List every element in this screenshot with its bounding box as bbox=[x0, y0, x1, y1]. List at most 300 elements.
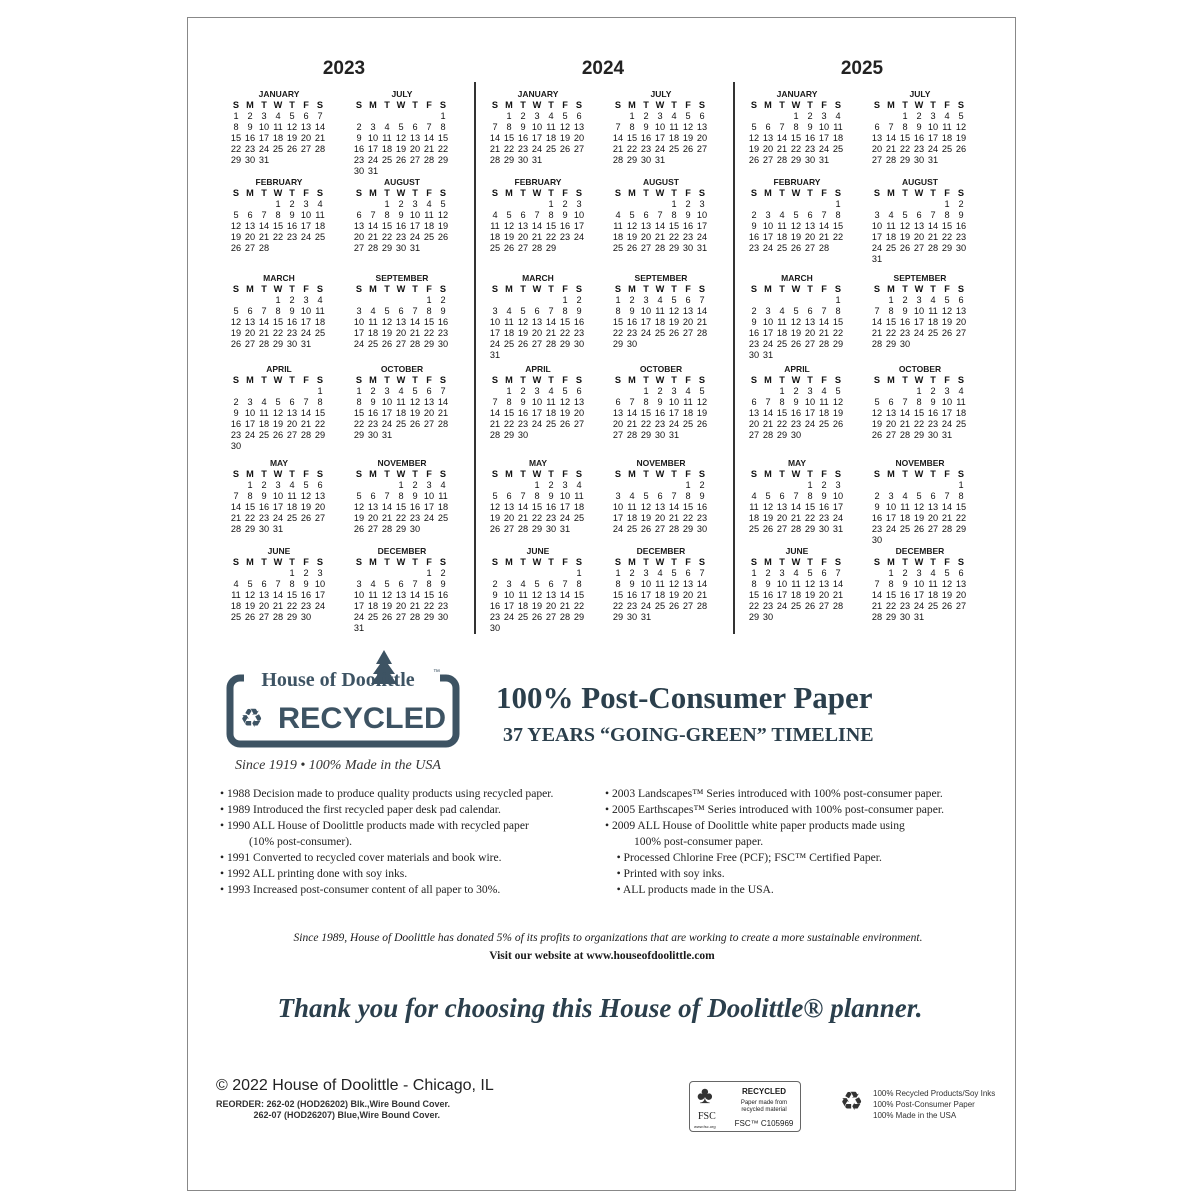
day-number: 12 bbox=[955, 122, 967, 132]
day-number: 30 bbox=[955, 243, 967, 253]
empty-cell bbox=[394, 295, 408, 306]
day-number: 25 bbox=[423, 232, 435, 242]
timeline-entry: (10% post-consumer). bbox=[220, 835, 353, 848]
day-number: 31 bbox=[668, 430, 680, 440]
day-number: 20 bbox=[927, 513, 939, 523]
day-number: 17 bbox=[367, 144, 379, 154]
weekday-label: T bbox=[779, 557, 785, 567]
empty-cell bbox=[516, 295, 530, 306]
day-number: 27 bbox=[927, 524, 939, 534]
weekday-label: T bbox=[643, 188, 649, 198]
day-number: 23 bbox=[804, 144, 816, 154]
day-number: 8 bbox=[562, 306, 568, 316]
day-number: 20 bbox=[955, 590, 967, 600]
day-number: 13 bbox=[955, 306, 967, 316]
day-number: 12 bbox=[517, 317, 529, 327]
day-number: 21 bbox=[885, 144, 897, 154]
empty-cell bbox=[488, 295, 502, 306]
weekday-label: M bbox=[246, 100, 254, 110]
day-number: 15 bbox=[832, 317, 844, 327]
day-number: 7 bbox=[492, 397, 498, 407]
day-number: 8 bbox=[916, 397, 922, 407]
day-number: 1 bbox=[793, 111, 799, 121]
day-number: 2 bbox=[356, 122, 362, 132]
day-number: 14 bbox=[272, 590, 284, 600]
weekday-label: M bbox=[764, 284, 772, 294]
day-number: 26 bbox=[871, 430, 883, 440]
day-number: 6 bbox=[398, 306, 404, 316]
day-number: 10 bbox=[531, 122, 543, 132]
day-number: 27 bbox=[640, 243, 652, 253]
day-number: 4 bbox=[821, 386, 827, 396]
day-number: 25 bbox=[941, 144, 953, 154]
day-number: 31 bbox=[654, 155, 666, 165]
timeline-entry: • 1993 Increased post-consumer content of all paper to 30%. bbox=[220, 883, 501, 896]
day-number: 28 bbox=[423, 155, 435, 165]
weekday-label: T bbox=[520, 284, 526, 294]
day-number: 19 bbox=[941, 590, 953, 600]
month-january bbox=[229, 89, 329, 166]
day-number: 4 bbox=[576, 480, 582, 490]
day-number: 12 bbox=[503, 221, 515, 231]
weekday-label: S bbox=[834, 100, 842, 110]
day-number: 17 bbox=[654, 133, 666, 143]
day-number: 27 bbox=[748, 430, 760, 440]
day-number: 9 bbox=[303, 579, 309, 589]
weekday-label: M bbox=[764, 188, 772, 198]
day-number: 24 bbox=[573, 232, 585, 242]
empty-cell bbox=[625, 199, 639, 210]
day-number: 20 bbox=[885, 419, 897, 429]
day-number: 29 bbox=[776, 430, 788, 440]
day-number: 4 bbox=[657, 295, 663, 305]
month-november bbox=[870, 458, 970, 546]
day-number: 5 bbox=[520, 306, 526, 316]
day-number: 10 bbox=[559, 491, 571, 501]
day-number: 24 bbox=[871, 243, 883, 253]
day-number: 9 bbox=[958, 210, 964, 220]
day-number: 17 bbox=[353, 601, 365, 611]
weekday-label: T bbox=[520, 375, 526, 385]
day-number: 26 bbox=[899, 243, 911, 253]
month-name: MARCH bbox=[522, 273, 554, 283]
day-number: 5 bbox=[289, 111, 295, 121]
empty-cell bbox=[408, 568, 422, 579]
day-number: 5 bbox=[874, 397, 880, 407]
day-number: 1 bbox=[835, 199, 841, 209]
day-number: 15 bbox=[885, 317, 897, 327]
weekday-label: M bbox=[887, 557, 895, 567]
day-number: 13 bbox=[573, 397, 585, 407]
day-number: 30 bbox=[899, 339, 911, 349]
month-name: MAY bbox=[269, 458, 289, 468]
weekday-label: T bbox=[520, 469, 526, 479]
empty-cell bbox=[229, 386, 243, 397]
day-number: 11 bbox=[627, 502, 637, 512]
day-number: 29 bbox=[682, 524, 694, 534]
day-number: 12 bbox=[790, 221, 802, 231]
day-number: 5 bbox=[671, 568, 677, 578]
reorder-info: REORDER: 262-02 (HOD26202) Blk.,Wire Bound Cover. 262-07 (HOD26207) Blue,Wire Bound Cover. bbox=[216, 1099, 450, 1120]
day-number: 27 bbox=[682, 328, 694, 338]
day-number: 24 bbox=[423, 513, 435, 523]
day-number: 5 bbox=[643, 491, 649, 501]
weekday-label: T bbox=[902, 557, 908, 567]
weekday-label: W bbox=[273, 188, 283, 198]
day-number: 8 bbox=[534, 491, 540, 501]
day-number: 5 bbox=[275, 397, 281, 407]
day-number: 22 bbox=[503, 419, 515, 429]
weekday-label: S bbox=[439, 284, 447, 294]
day-number: 12 bbox=[804, 579, 816, 589]
day-number: 3 bbox=[615, 491, 621, 501]
day-number: 31 bbox=[640, 612, 652, 622]
day-number: 5 bbox=[835, 386, 841, 396]
weekday-label: W bbox=[532, 100, 542, 110]
day-number: 21 bbox=[258, 328, 270, 338]
day-number: 19 bbox=[230, 232, 242, 242]
day-number: 12 bbox=[286, 122, 298, 132]
day-number: 15 bbox=[286, 590, 298, 600]
year-title: 2025 bbox=[840, 58, 884, 79]
day-number: 17 bbox=[612, 513, 624, 523]
weekday-label: M bbox=[369, 557, 377, 567]
empty-cell bbox=[502, 295, 516, 306]
day-number: 23 bbox=[517, 419, 529, 429]
day-number: 16 bbox=[367, 408, 379, 418]
day-number: 24 bbox=[832, 513, 844, 523]
day-number: 17 bbox=[573, 221, 585, 231]
weekday-label: W bbox=[273, 557, 283, 567]
empty-cell bbox=[625, 480, 639, 491]
day-number: 7 bbox=[793, 491, 799, 501]
month-june bbox=[229, 546, 329, 623]
weekday-label: T bbox=[671, 557, 677, 567]
fsc-code: FSC™ C105969 bbox=[734, 1119, 794, 1128]
weekday-label: S bbox=[750, 100, 758, 110]
empty-cell bbox=[611, 386, 625, 397]
month-name: SEPTEMBER bbox=[893, 273, 947, 283]
day-number: 11 bbox=[396, 397, 406, 407]
logo-trademark: ™ bbox=[433, 669, 440, 676]
empty-cell bbox=[229, 568, 243, 579]
weekday-label: M bbox=[764, 469, 772, 479]
empty-cell bbox=[775, 480, 789, 491]
weekday-label: T bbox=[779, 284, 785, 294]
day-number: 9 bbox=[398, 210, 404, 220]
day-number: 8 bbox=[888, 579, 894, 589]
day-number: 15 bbox=[314, 408, 326, 418]
day-number: 30 bbox=[545, 524, 557, 534]
day-number: 7 bbox=[233, 491, 239, 501]
day-number: 27 bbox=[244, 339, 256, 349]
day-number: 28 bbox=[626, 430, 638, 440]
day-number: 2 bbox=[821, 480, 827, 490]
weekday-label: T bbox=[412, 100, 418, 110]
empty-cell bbox=[229, 199, 243, 210]
day-number: 4 bbox=[835, 111, 841, 121]
month-name: MAY bbox=[787, 458, 807, 468]
day-number: 27 bbox=[367, 524, 379, 534]
weekday-label: W bbox=[396, 469, 406, 479]
weekday-label: S bbox=[575, 469, 583, 479]
weekday-label: S bbox=[575, 557, 583, 567]
timeline-entry: • 1991 Converted to recycled cover materials and book wire. bbox=[220, 851, 502, 864]
day-number: 2 bbox=[261, 480, 267, 490]
day-number: 10 bbox=[762, 221, 774, 231]
day-number: 9 bbox=[629, 306, 635, 316]
day-number: 1 bbox=[247, 480, 253, 490]
fsc-recycled-label bbox=[689, 1081, 801, 1132]
day-number: 4 bbox=[398, 386, 404, 396]
weekday-label: M bbox=[369, 100, 377, 110]
day-number: 15 bbox=[913, 408, 925, 418]
weekday-label: T bbox=[548, 188, 554, 198]
month-name: OCTOBER bbox=[898, 364, 942, 374]
day-number: 12 bbox=[381, 590, 393, 600]
day-number: 20 bbox=[818, 590, 830, 600]
weekday-label: S bbox=[614, 375, 622, 385]
day-number: 13 bbox=[286, 408, 298, 418]
day-number: 26 bbox=[230, 339, 242, 349]
day-number: 22 bbox=[626, 144, 638, 154]
day-number: 9 bbox=[699, 491, 705, 501]
day-number: 7 bbox=[412, 306, 418, 316]
day-number: 7 bbox=[821, 210, 827, 220]
day-number: 23 bbox=[395, 232, 407, 242]
day-number: 21 bbox=[531, 232, 543, 242]
day-number: 10 bbox=[503, 590, 515, 600]
weekday-label: T bbox=[520, 188, 526, 198]
thank-you-message: Thank you for choosing this House of Doolittle® planner. bbox=[277, 993, 923, 1023]
day-number: 6 bbox=[874, 122, 880, 132]
day-number: 7 bbox=[520, 491, 526, 501]
day-number: 1 bbox=[643, 386, 649, 396]
weekday-label: S bbox=[316, 188, 324, 198]
day-number: 10 bbox=[654, 122, 666, 132]
day-number: 12 bbox=[272, 408, 284, 418]
day-number: 9 bbox=[807, 122, 813, 132]
weekday-label: F bbox=[562, 188, 568, 198]
month-january bbox=[747, 89, 847, 166]
day-number: 12 bbox=[790, 317, 802, 327]
day-number: 10 bbox=[300, 210, 312, 220]
day-number: 18 bbox=[776, 328, 788, 338]
day-number: 16 bbox=[353, 144, 365, 154]
weekday-label: T bbox=[520, 557, 526, 567]
weekday-label: T bbox=[412, 284, 418, 294]
day-number: 7 bbox=[534, 210, 540, 220]
day-number: 27 bbox=[258, 612, 270, 622]
day-number: 13 bbox=[927, 502, 939, 512]
day-number: 9 bbox=[247, 122, 253, 132]
day-number: 2 bbox=[902, 568, 908, 578]
day-number: 29 bbox=[640, 430, 652, 440]
day-number: 20 bbox=[395, 601, 407, 611]
day-number: 24 bbox=[804, 419, 816, 429]
day-number: 27 bbox=[804, 339, 816, 349]
empty-cell bbox=[422, 111, 436, 122]
weekday-label: F bbox=[426, 557, 432, 567]
day-number: 9 bbox=[765, 579, 771, 589]
day-number: 30 bbox=[367, 430, 379, 440]
weekday-label: S bbox=[698, 375, 706, 385]
day-number: 6 bbox=[657, 491, 663, 501]
day-number: 18 bbox=[258, 419, 270, 429]
day-number: 28 bbox=[409, 339, 421, 349]
day-number: 31 bbox=[696, 243, 708, 253]
day-number: 25 bbox=[489, 243, 501, 253]
weekday-label: F bbox=[944, 188, 950, 198]
day-number: 16 bbox=[790, 408, 802, 418]
day-number: 11 bbox=[833, 122, 843, 132]
day-number: 6 bbox=[930, 491, 936, 501]
day-number: 16 bbox=[258, 502, 270, 512]
empty-cell bbox=[243, 295, 257, 306]
day-number: 18 bbox=[955, 408, 967, 418]
day-number: 9 bbox=[492, 590, 498, 600]
day-number: 30 bbox=[913, 155, 925, 165]
day-number: 1 bbox=[356, 386, 362, 396]
day-number: 26 bbox=[668, 601, 680, 611]
day-number: 14 bbox=[489, 133, 501, 143]
day-number: 8 bbox=[643, 397, 649, 407]
day-number: 24 bbox=[927, 144, 939, 154]
day-number: 9 bbox=[793, 397, 799, 407]
day-number: 26 bbox=[244, 612, 256, 622]
weekday-label: T bbox=[930, 284, 936, 294]
day-number: 17 bbox=[314, 590, 326, 600]
empty-cell bbox=[366, 295, 380, 306]
weekday-label: S bbox=[491, 469, 499, 479]
day-number: 14 bbox=[885, 133, 897, 143]
day-number: 6 bbox=[888, 397, 894, 407]
day-number: 21 bbox=[818, 232, 830, 242]
empty-cell bbox=[653, 480, 667, 491]
day-number: 3 bbox=[916, 568, 922, 578]
weekday-label: M bbox=[369, 375, 377, 385]
empty-cell bbox=[870, 480, 884, 491]
day-number: 27 bbox=[503, 524, 515, 534]
day-number: 23 bbox=[818, 513, 830, 523]
day-number: 5 bbox=[793, 210, 799, 220]
day-number: 11 bbox=[886, 221, 896, 231]
day-number: 26 bbox=[531, 612, 543, 622]
day-number: 6 bbox=[615, 397, 621, 407]
day-number: 17 bbox=[804, 408, 816, 418]
empty-cell bbox=[803, 199, 817, 210]
day-number: 14 bbox=[762, 408, 774, 418]
day-number: 2 bbox=[492, 579, 498, 589]
day-number: 11 bbox=[819, 397, 829, 407]
day-number: 23 bbox=[748, 243, 760, 253]
weekday-label: S bbox=[316, 284, 324, 294]
day-number: 2 bbox=[958, 199, 964, 209]
month-name: MARCH bbox=[263, 273, 295, 283]
day-number: 22 bbox=[804, 513, 816, 523]
day-number: 25 bbox=[314, 232, 326, 242]
empty-cell bbox=[817, 199, 831, 210]
day-number: 26 bbox=[517, 339, 529, 349]
day-number: 9 bbox=[440, 306, 446, 316]
day-number: 28 bbox=[300, 430, 312, 440]
weekday-label: F bbox=[821, 188, 827, 198]
day-number: 19 bbox=[353, 513, 365, 523]
day-number: 15 bbox=[395, 502, 407, 512]
day-number: 21 bbox=[832, 590, 844, 600]
empty-cell bbox=[747, 295, 761, 306]
day-number: 25 bbox=[437, 513, 449, 523]
day-number: 30 bbox=[818, 524, 830, 534]
day-number: 5 bbox=[384, 579, 390, 589]
empty-cell bbox=[898, 480, 912, 491]
month-name: FEBRUARY bbox=[773, 177, 821, 187]
weekday-label: W bbox=[273, 375, 283, 385]
day-number: 10 bbox=[258, 122, 270, 132]
weekday-label: S bbox=[750, 284, 758, 294]
day-number: 24 bbox=[314, 601, 326, 611]
weekday-label: F bbox=[685, 188, 691, 198]
day-number: 24 bbox=[244, 430, 256, 440]
day-number: 18 bbox=[748, 513, 760, 523]
day-number: 9 bbox=[643, 122, 649, 132]
day-number: 10 bbox=[668, 397, 680, 407]
day-number: 30 bbox=[696, 524, 708, 534]
empty-cell bbox=[516, 199, 530, 210]
day-number: 18 bbox=[437, 502, 449, 512]
day-number: 29 bbox=[899, 155, 911, 165]
day-number: 13 bbox=[395, 590, 407, 600]
weekday-label: F bbox=[685, 469, 691, 479]
day-number: 14 bbox=[696, 306, 708, 316]
empty-cell bbox=[761, 386, 775, 397]
day-number: 28 bbox=[762, 430, 774, 440]
day-number: 21 bbox=[776, 144, 788, 154]
day-number: 14 bbox=[818, 221, 830, 231]
recycled-claim: 100% Made in the USA bbox=[873, 1111, 957, 1120]
day-number: 16 bbox=[682, 221, 694, 231]
day-number: 19 bbox=[762, 513, 774, 523]
day-number: 6 bbox=[643, 210, 649, 220]
day-number: 26 bbox=[640, 524, 652, 534]
timeline-entry: 100% post-consumer paper. bbox=[605, 835, 764, 848]
day-number: 24 bbox=[353, 339, 365, 349]
day-number: 3 bbox=[643, 295, 649, 305]
weekday-label: S bbox=[439, 375, 447, 385]
day-number: 25 bbox=[654, 601, 666, 611]
day-number: 30 bbox=[353, 166, 365, 176]
day-number: 18 bbox=[573, 502, 585, 512]
day-number: 22 bbox=[612, 601, 624, 611]
weekday-label: T bbox=[412, 469, 418, 479]
day-number: 26 bbox=[409, 419, 421, 429]
day-number: 17 bbox=[871, 232, 883, 242]
day-number: 30 bbox=[300, 612, 312, 622]
day-number: 14 bbox=[423, 133, 435, 143]
weekday-label: S bbox=[873, 375, 881, 385]
day-number: 13 bbox=[654, 502, 666, 512]
weekday-label: S bbox=[316, 100, 324, 110]
day-number: 10 bbox=[804, 397, 816, 407]
day-number: 19 bbox=[913, 513, 925, 523]
empty-cell bbox=[243, 568, 257, 579]
day-number: 16 bbox=[395, 221, 407, 231]
weekday-label: T bbox=[384, 557, 390, 567]
day-number: 19 bbox=[381, 601, 393, 611]
day-number: 29 bbox=[612, 339, 624, 349]
day-number: 4 bbox=[548, 386, 554, 396]
weekday-label: T bbox=[671, 188, 677, 198]
